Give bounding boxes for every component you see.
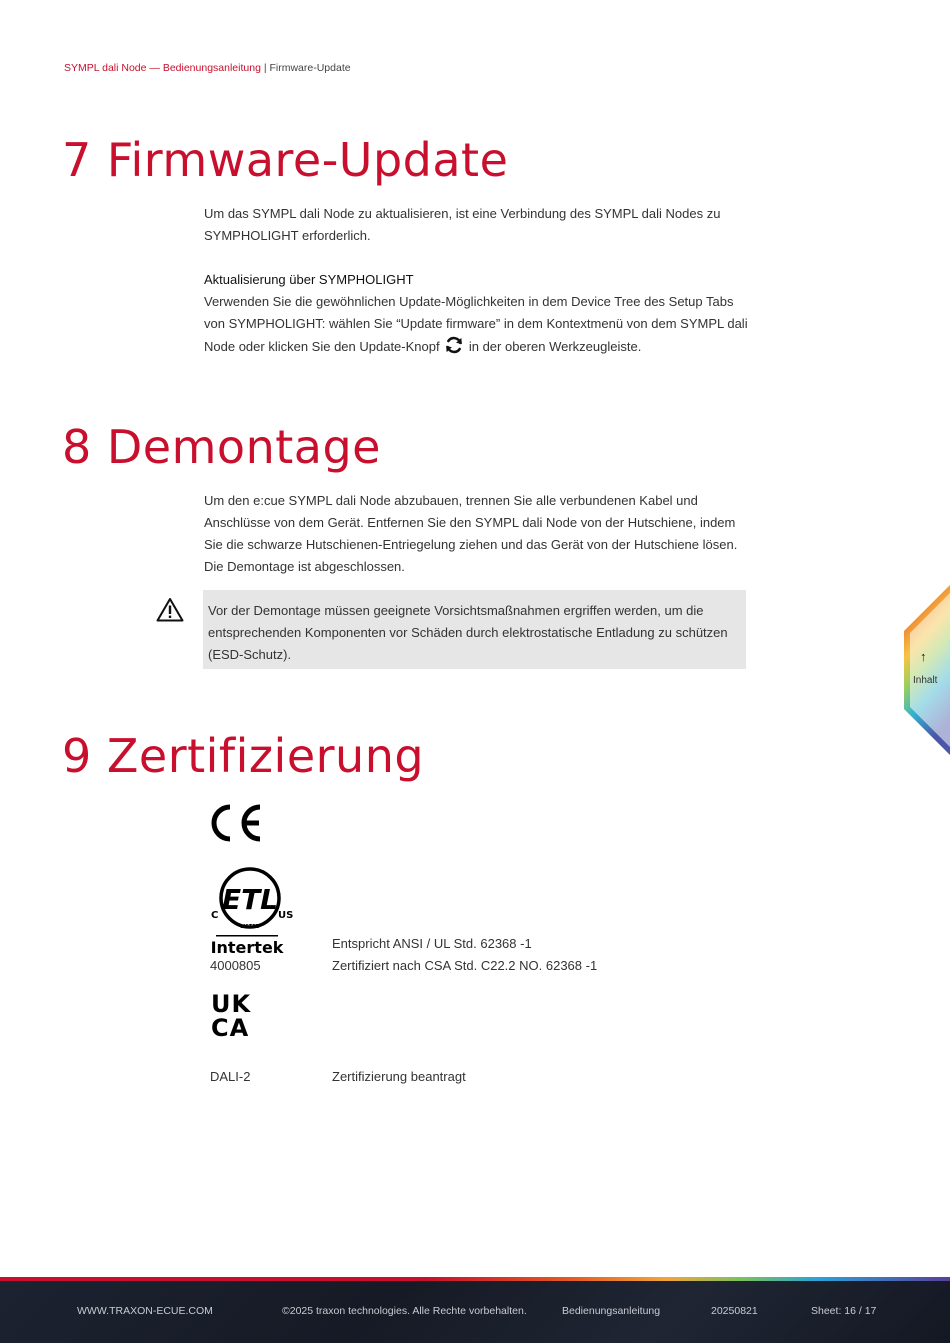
dali-label: DALI-2 [210, 1069, 251, 1084]
section-title-firmware-update: 7 Firmware-Update [62, 133, 509, 187]
breadcrumb-separator: | [260, 62, 270, 74]
section-title-demontage: 8 Demontage [62, 420, 381, 474]
firmware-subheading: Aktualisierung über SYMPHOLIGHT [204, 272, 414, 287]
ukca-logo [211, 992, 259, 1038]
warning-box [203, 590, 746, 669]
footer-sheet: Sheet: 16 / 17 [811, 1305, 877, 1317]
etl-certificate-number: 4000805 [210, 958, 261, 973]
firmware-body-text: Verwenden Sie die gewöhnlichen Update-Möglichkeiten in dem Device Tree des Setup Tabs von SYMPHOLIGHT: wählen Sie “Update firmware” in dem Kontextmenü von dem SYMPL dali Node oder klicken Sie den Update-Knopf [204, 294, 748, 354]
svg-text:CA: CA [211, 1014, 250, 1038]
breadcrumb-document[interactable]: SYMPL dali Node — Bedienungsanleitung [64, 62, 261, 74]
demontage-body-text: Um den e:cue SYMPL dali Node abzubauen, trennen Sie alle verbundenen Kabel und Anschlüsse von dem Gerät. Entfernen Sie den SYMPL dali Node von der Hutschiene, indem Sie die schwarze Hutschienen-Entriegelung ziehen und das Gerät von der Hutschiene lösen. Die Demontage ist abgeschlossen. [204, 493, 738, 574]
section-title-zertifizierung: 9 Zertifizierung [62, 729, 425, 783]
firmware-intro-text: Um das SYMPL dali Node zu aktualisieren, ist eine Verbindung des SYMPL dali Nodes zu SYMPHOLIGHT erforderlich. [204, 206, 721, 243]
footer-website[interactable]: WWW.TRAXON-ECUE.COM [77, 1305, 213, 1317]
etl-intertek-logo [207, 866, 297, 958]
contents-label[interactable]: Inhalt [913, 675, 938, 686]
footer [0, 1281, 950, 1343]
warning-text: Vor der Demontage müssen geeignete Vorsichtsmaßnahmen ergriffen werden, um die entsprechenden Komponenten vor Schäden durch elektrostatische Entladung zu schützen (ESD-Schutz). [208, 603, 728, 662]
warning-triangle-icon [156, 597, 184, 622]
footer-copyright: ©2025 traxon technologies. Alle Rechte vorbehalten. [282, 1305, 527, 1317]
arrow-up-icon[interactable]: ↑ [920, 649, 927, 664]
etl-description-line1: Entspricht ANSI / UL Std. 62368 -1 [332, 936, 532, 951]
svg-text:C: C [211, 910, 219, 921]
firmware-body [204, 269, 749, 358]
dali-status: Zertifizierung beantragt [332, 1069, 466, 1084]
svg-text:US: US [278, 910, 294, 921]
ce-logo [210, 803, 264, 843]
footer-doc-type: Bedienungsanleitung [562, 1305, 661, 1317]
refresh-icon [444, 335, 464, 355]
svg-text:ETL: ETL [221, 883, 279, 916]
etl-description-line2: Zertifiziert nach CSA Std. C22.2 NO. 62368 -1 [332, 958, 598, 973]
firmware-body-text-end: in der oberen Werkzeugleiste. [468, 339, 642, 354]
breadcrumb-current: Firmware-Update [269, 62, 351, 74]
contents-side-tab[interactable] [902, 583, 950, 757]
svg-text:Intertek: Intertek [210, 938, 284, 957]
svg-text:LISTED: LISTED [240, 924, 260, 930]
footer-date: 20250821 [711, 1305, 758, 1317]
svg-text:UK: UK [211, 992, 252, 1018]
breadcrumb [64, 62, 351, 74]
